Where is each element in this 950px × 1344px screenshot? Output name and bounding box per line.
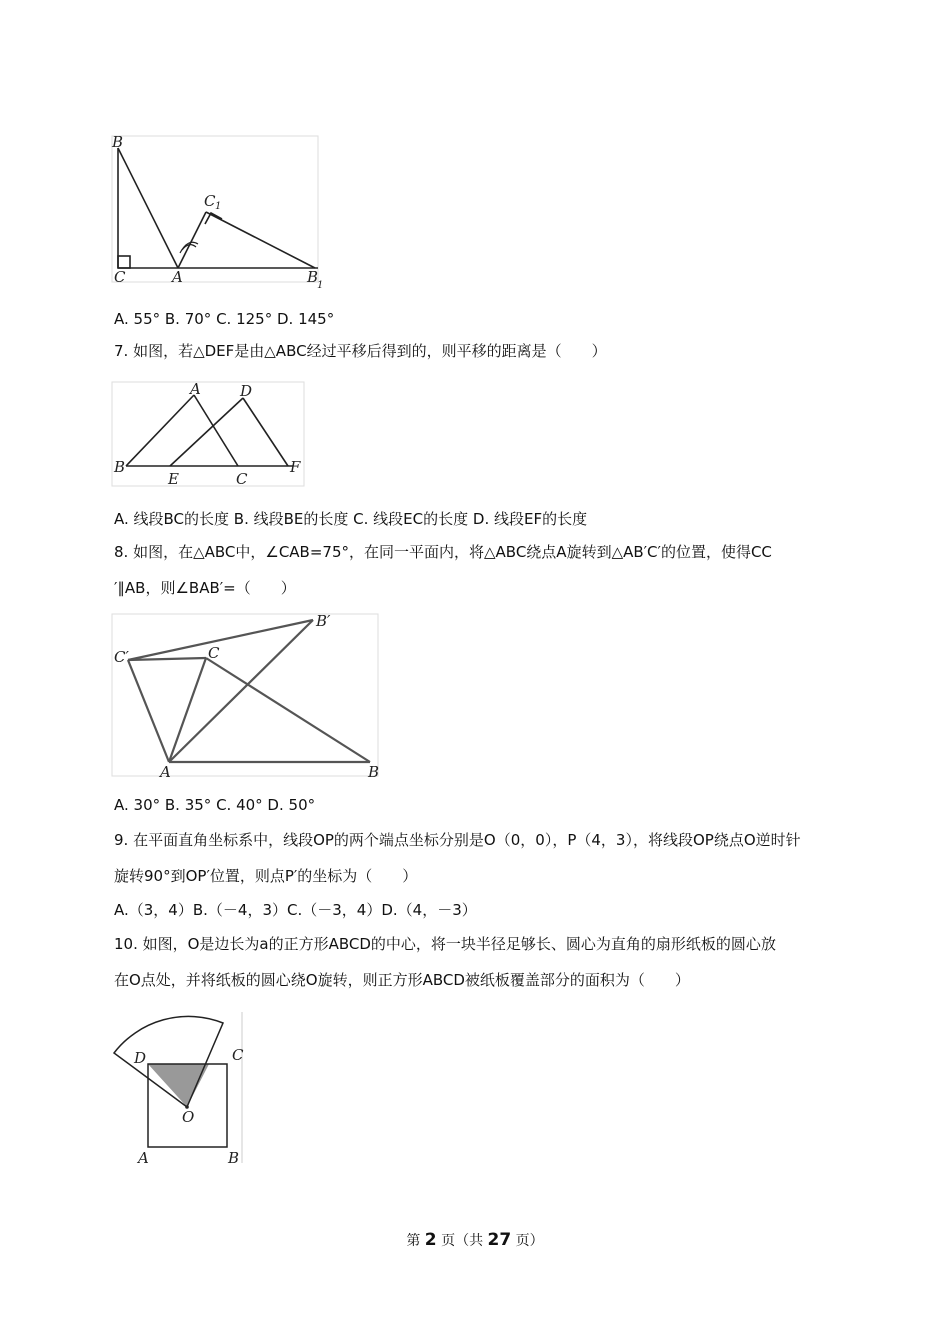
q8-label-A: A <box>160 763 171 780</box>
q6-figure <box>108 128 328 298</box>
q8-label-C: C <box>208 644 220 662</box>
page-footer <box>0 1230 950 1250</box>
q8-question-line1: 8. 如图，在△ABC中，∠CAB=75°，在同一平面内，将△ABC绕点A旋转到△AB′C′的位置，使得CC <box>114 543 772 561</box>
footer-page-number: 2 <box>424 1230 437 1250</box>
q6-label-B: B <box>112 133 124 151</box>
q6-label-C1: C <box>204 192 216 210</box>
q9-options: A.（3，4）B.（－4，3）C.（－3，4）D.（4，－3） <box>114 901 477 919</box>
q8-label-B: B <box>368 763 380 780</box>
q8-label-C-prime: C′ <box>114 648 129 666</box>
q6-label-A: A <box>172 268 183 286</box>
footer-suffix: 页） <box>515 1233 544 1249</box>
footer-prefix: 第 <box>406 1233 421 1249</box>
q10-label-B: B <box>228 1149 240 1167</box>
q8-label-B-prime: B′ <box>316 612 331 630</box>
q10-question-line1: 10. 如图，O是边长为a的正方形ABCD的中心，将一块半径足够长、圆心为直角的扇形纸板的圆心放 <box>114 935 776 953</box>
q9-question-line1: 9. 在平面直角坐标系中，线段OP的两个端点坐标分别是O（0，0），P（4，3），将线段OP绕点O逆时针 <box>114 831 801 849</box>
q9-question-line2: 旋转90°到OP′位置，则点P′的坐标为（ ） <box>114 867 418 885</box>
q8-figure <box>108 610 383 780</box>
q6-options: A. 55° B. 70° C. 125° D. 145° <box>114 310 335 328</box>
q10-label-O: O <box>182 1108 195 1126</box>
q8-question-line2: ′∥AB，则∠BAB′=（ ） <box>114 579 296 597</box>
q10-figure <box>108 1008 248 1168</box>
q7-label-C: C <box>236 470 248 488</box>
q7-label-E: E <box>168 470 179 488</box>
q6-label-B1: B <box>307 268 319 286</box>
q6-label-B1-sub: 1 <box>317 280 324 291</box>
q7-question: 7. 如图，若△DEF是由△ABC经过平移后得到的，则平移的距离是（ ） <box>114 342 607 360</box>
q10-label-A: A <box>138 1149 149 1167</box>
q10-label-D: D <box>134 1049 147 1067</box>
q7-options: A. 线段BC的长度 B. 线段BE的长度 C. 线段EC的长度 D. 线段EF的长度 <box>114 510 588 528</box>
q6-label-C1-sub: 1 <box>215 201 222 212</box>
footer-middle: 页（共 <box>441 1233 484 1249</box>
q7-label-B: B <box>114 458 126 476</box>
q10-label-C: C <box>232 1046 244 1064</box>
q7-label-A: A <box>190 380 201 398</box>
footer-total-pages: 27 <box>487 1230 512 1250</box>
q6-label-C: C <box>114 268 126 286</box>
q10-question-line2: 在O点处，并将纸板的圆心绕O旋转，则正方形ABCD被纸板覆盖部分的面积为（ ） <box>114 971 690 989</box>
q7-label-F: F <box>290 458 301 476</box>
q7-figure <box>108 378 308 490</box>
q8-options: A. 30° B. 35° C. 40° D. 50° <box>114 796 316 814</box>
q7-label-D: D <box>240 382 253 400</box>
